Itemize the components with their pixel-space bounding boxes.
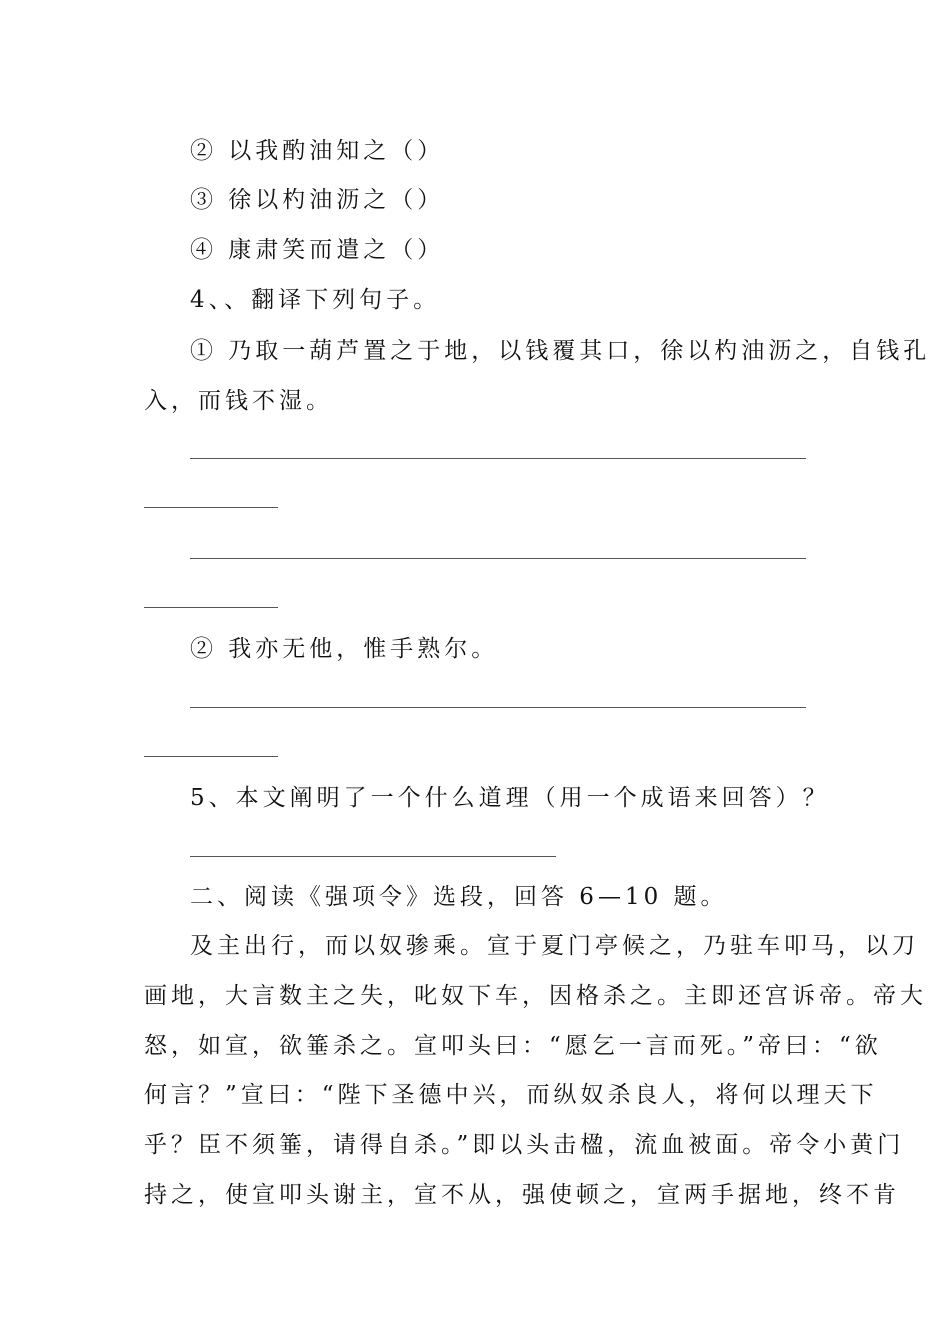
option-item-2: ② 以我酌油知之（）: [190, 138, 445, 164]
answer-line-short: [144, 607, 278, 608]
section-2-title: 二、阅读《强项令》选段，回答 6—10 题。: [190, 884, 728, 910]
answer-line-short: [144, 756, 278, 757]
question-4-title: 4、、翻译下列句子。: [190, 287, 441, 313]
answer-line: [190, 558, 806, 559]
answer-line: [190, 458, 806, 459]
answer-line: [190, 707, 806, 708]
passage-line: 怒，如宣，欲箠杀之。宣叩头曰：“愿乞一言而死。”帝曰：“欲: [144, 1033, 882, 1059]
passage-line: 及主出行，而以奴骖乘。宣于夏门亭候之，乃驻车叩马，以刀: [190, 933, 919, 959]
passage-line: 画地，大言数主之失，叱奴下车，因格杀之。主即还宫诉帝。帝大: [144, 983, 927, 1009]
passage-line: 何言？”宣曰：“陛下圣德中兴，而纵奴杀良人，将何以理天下: [144, 1082, 878, 1108]
question-4-sentence-1-cont: 入，而钱不湿。: [144, 388, 333, 414]
passage-line: 乎？臣不须箠，请得自杀。”即以头击楹，流血被面。帝令小黄门: [144, 1132, 905, 1158]
question-4-sentence-1: ① 乃取一葫芦置之于地，以钱覆其口，徐以杓油沥之，自钱孔: [190, 338, 931, 364]
answer-line: [190, 856, 556, 857]
passage-line: 持之，使宣叩头谢主，宣不从，强使顿之，宣两手据地，终不肯: [144, 1182, 900, 1208]
answer-line-short: [144, 507, 278, 508]
question-5-title: 5、本文阐明了一个什么道理（用一个成语来回答）？: [190, 785, 830, 811]
question-4-sentence-2: ② 我亦无他，惟手熟尔。: [190, 636, 499, 662]
option-item-4: ④ 康肃笑而遣之（）: [190, 237, 445, 263]
option-item-3: ③ 徐以杓油沥之（）: [190, 187, 445, 213]
